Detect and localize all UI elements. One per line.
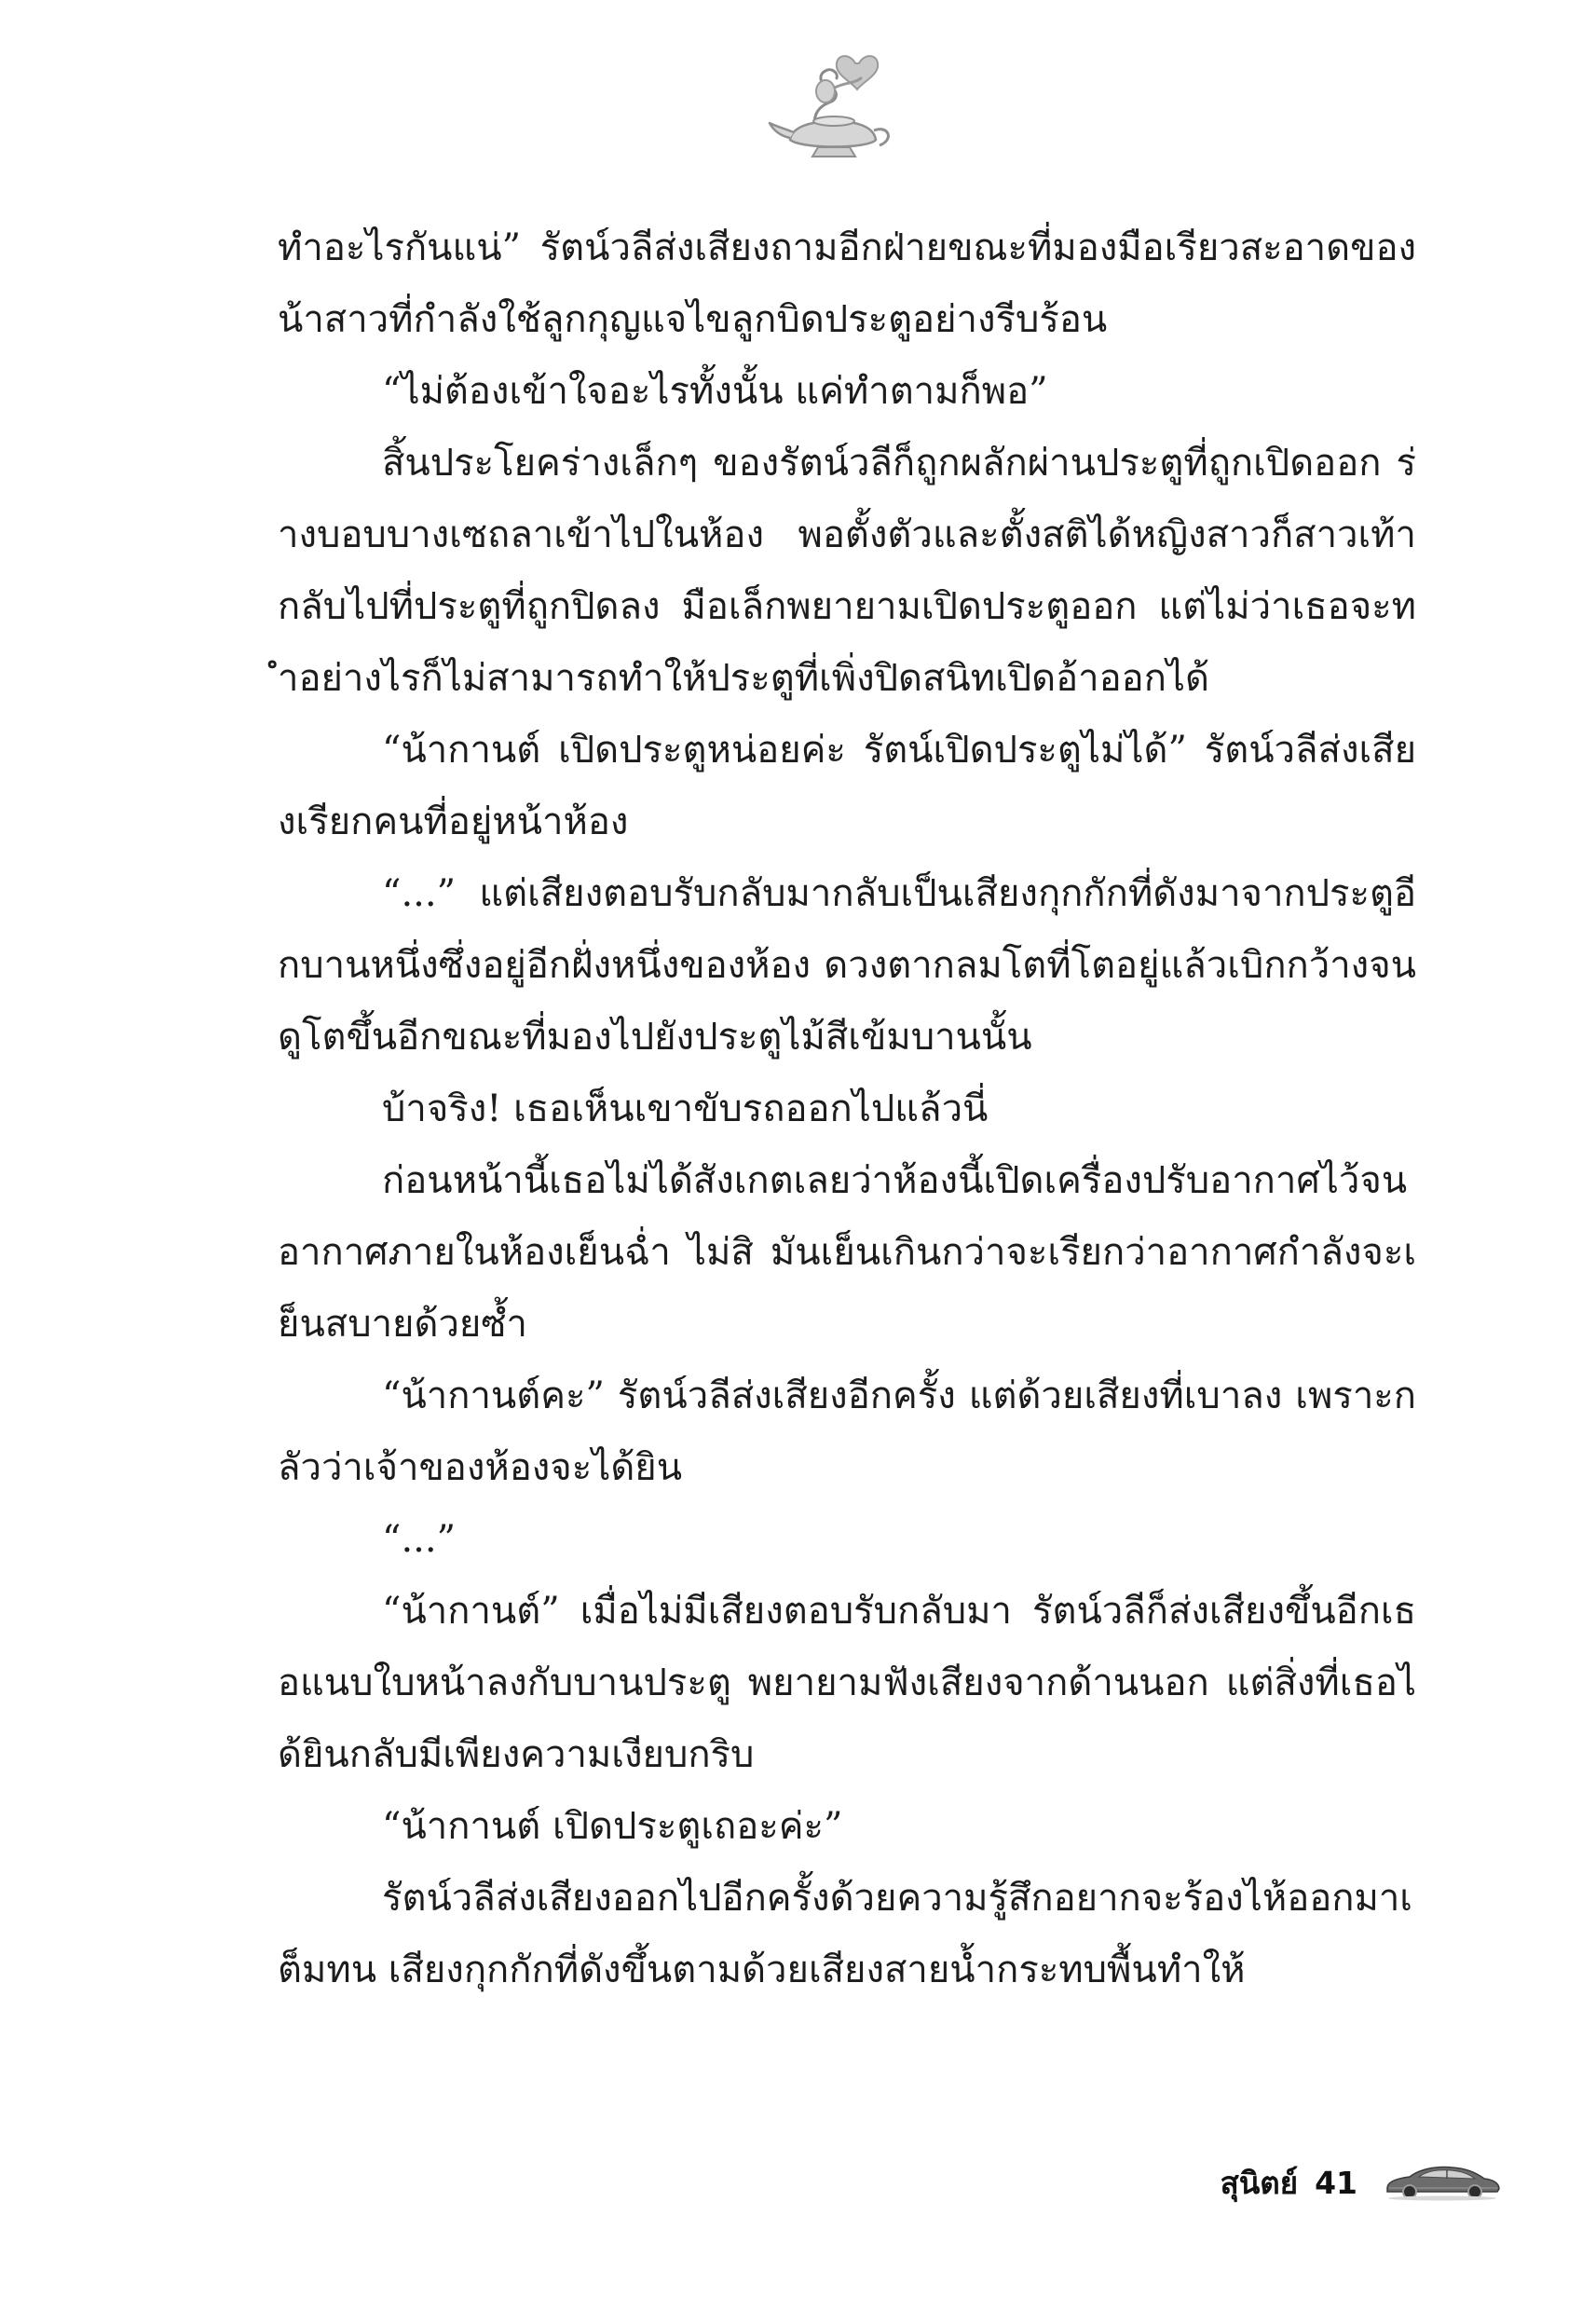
paragraph: “น้ากานต์” เมื่อไม่มีเสียงตอบรับกลับมา รัตน์วลีก็ส่งเสียงขึ้นอีกเธอแนบใบหน้าลงกับบานประตู พยายามฟังเสียงจากด้านนอก แต่สิ่งที่เธอได้ยินกลับมีเพียงความเงียบกริบ	[278, 1590, 1416, 1776]
paragraph: “น้ากานต์ เปิดประตูเถอะค่ะ”	[382, 1805, 843, 1848]
page-footer	[1221, 2154, 1503, 2210]
paragraph: “น้ากานต์คะ” รัตน์วลีส่งเสียงอีกครั้ง แต่ด้วยเสียงที่เบาลง เพราะกลัวว่าเจ้าของห้องจะได้ยิน	[278, 1374, 1416, 1489]
paragraph: บ้าจริง! เธอเห็นเขาขับรถออกไปแล้วนี่	[382, 1087, 989, 1130]
genie-lamp-logo-icon	[764, 47, 904, 168]
paragraph: ก่อนหน้านี้เธอไม่ได้สังเกตเลยว่าห้องนี้เปิดเครื่องปรับอากาศไว้จนอากาศภายในห้องเย็นฉ่ำ ไม่สิ มันเย็นเกินกว่าจะเรียกว่าอากาศกำลังจะเย็นสบายด้วยซ้ำ	[278, 1159, 1416, 1346]
paragraph: ทำอะไรกันแน่” รัตน์วลีส่งเสียงถามอีกฝ่ายขณะที่มองมือเรียวสะอาดของน้าสาวที่กำลังใช้ลูกกุญแจไขลูกบิดประตูอย่างรีบร้อน	[278, 226, 1416, 341]
paragraph: “ไม่ต้องเข้าใจอะไรทั้งนั้น แค่ทำตามก็พอ”	[382, 370, 1048, 413]
body-text	[278, 212, 1416, 2006]
page-number: 41	[1315, 2164, 1357, 2201]
car-icon	[1382, 2160, 1503, 2205]
paragraph: “...” แต่เสียงตอบรับกลับมากลับเป็นเสียงกุกกักที่ดังมาจากประตูอีกบานหนึ่งซึ่งอยู่อีกฝั่งหนึ่งของห้อง ดวงตากลมโตที่โตอยู่แล้วเบิกกว้างจนดูโตขึ้นอีกขณะที่มองไปยังประตูไม้สีเข้มบานนั้น	[278, 872, 1416, 1059]
paragraph: “...”	[382, 1518, 457, 1561]
paragraph: สิ้นประโยคร่างเล็กๆ ของรัตน์วลีก็ถูกผลักผ่านประตูที่ถูกเปิดออก ร่างบอบบางเซถลาเข้าไปในห้อง พอตั้งตัวและตั้งสติได้หญิงสาวก็สาวเท้ากลับไปที่ประตูที่ถูกปิดลง มือเล็กพยายามเปิดประตูออก แต่ไม่ว่าเธอจะทำอย่างไรก็ไม่สามารถทำให้ประตูที่เพิ่งปิดสนิทเปิดอ้าออกได้	[278, 442, 1416, 700]
footer-book-title: สุนิตย์	[1220, 2164, 1299, 2201]
paragraph: “น้ากานต์ เปิดประตูหน่อยค่ะ รัตน์เปิดประตูไม่ได้” รัตน์วลีส่งเสียงเรียกคนที่อยู่หน้าห้อง	[278, 729, 1416, 843]
paragraph: รัตน์วลีส่งเสียงออกไปอีกครั้งด้วยความรู้สึกอยากจะร้องไห้ออกมาเต็มทน เสียงกุกกักที่ดังขึ้นตามด้วยเสียงสายน้ำกระทบพื้นทำให้	[278, 1877, 1412, 1991]
